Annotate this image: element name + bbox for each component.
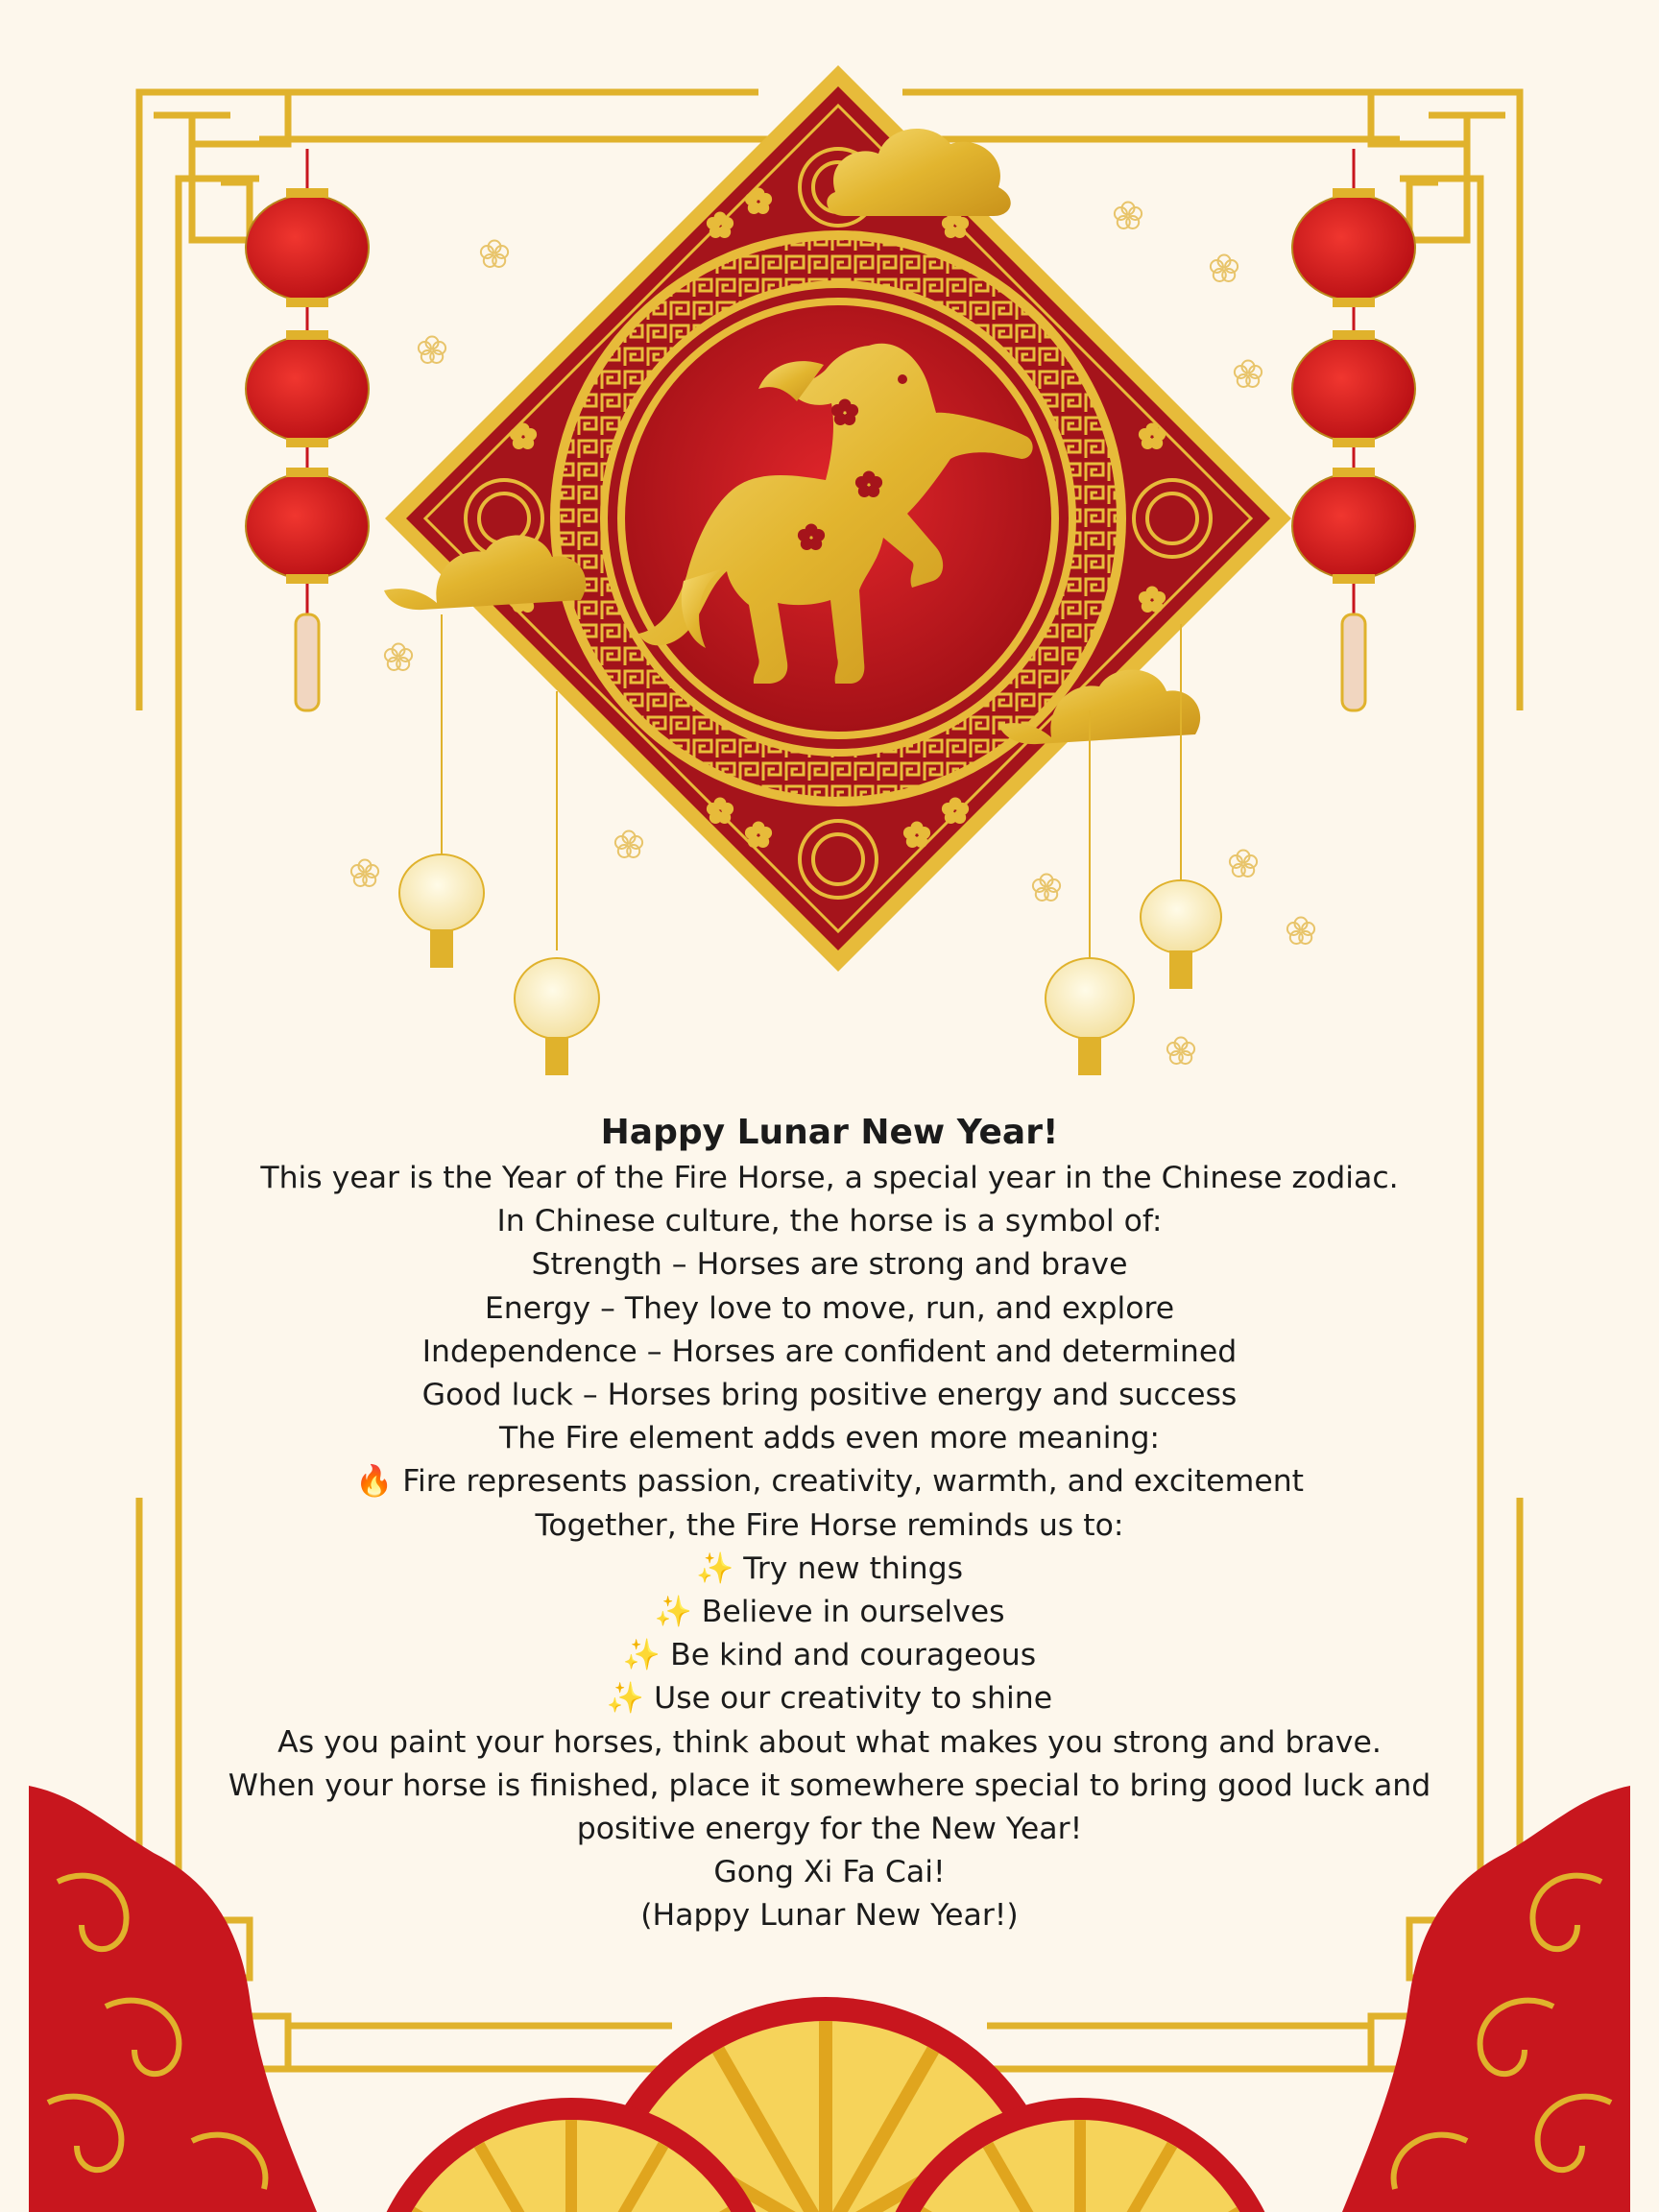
text-line: In Chinese culture, the horse is a symbol of: — [496, 1204, 1163, 1239]
message-block — [173, 1109, 1486, 1938]
sparkle-icon: ✨ — [654, 1595, 692, 1630]
text-line: Independence – Horses are confident and determined — [421, 1334, 1238, 1369]
reminder-text: Be kind and courageous — [670, 1638, 1037, 1673]
reminder-item — [173, 1548, 1486, 1591]
reminder-item — [173, 1634, 1486, 1677]
sparkle-icon: ✨ — [622, 1638, 661, 1673]
horse-emblem — [384, 65, 1291, 972]
text-line: Energy – They love to move, run, and explore — [484, 1290, 1175, 1326]
fire-icon: 🔥 — [354, 1464, 394, 1500]
reminder-text: Use our creativity to shine — [654, 1681, 1053, 1717]
text-line: The Fire element adds even more meaning: — [498, 1421, 1161, 1456]
text-line: Together, the Fire Horse reminds us to: — [535, 1507, 1124, 1543]
reminder-item — [173, 1677, 1486, 1720]
fire-line-text: Fire represents passion, creativity, warmth, and excitement — [402, 1464, 1305, 1500]
sparkle-icon: ✨ — [606, 1681, 645, 1717]
text-line: As you paint your horses, think about what makes you strong and brave. — [277, 1724, 1382, 1760]
reminder-text: Believe in ourselves — [701, 1595, 1005, 1630]
reminder-item — [173, 1591, 1486, 1634]
lantern-string-right — [1292, 149, 1415, 710]
text-line: When your horse is finished, place it somewhere special to bring good luck and positive energy for the New Year! — [228, 1767, 1431, 1847]
fire-line — [173, 1460, 1486, 1503]
reminder-text: Try new things — [743, 1551, 964, 1586]
sparkle-icon: ✨ — [695, 1551, 734, 1586]
folding-fan-icon — [365, 1997, 1286, 2212]
text-line: This year is the Year of the Fire Horse, a special year in the Chinese zodiac. — [260, 1161, 1399, 1195]
text-line: Strength – Horses are strong and brave — [531, 1247, 1128, 1283]
text-line: Good luck – Horses bring positive energy and success — [421, 1378, 1238, 1413]
greeting: Gong Xi Fa Cai! — [713, 1855, 946, 1890]
greeting-translation: (Happy Lunar New Year!) — [640, 1898, 1019, 1934]
lantern-string-left — [246, 149, 369, 710]
card-title: Happy Lunar New Year! — [600, 1113, 1059, 1152]
